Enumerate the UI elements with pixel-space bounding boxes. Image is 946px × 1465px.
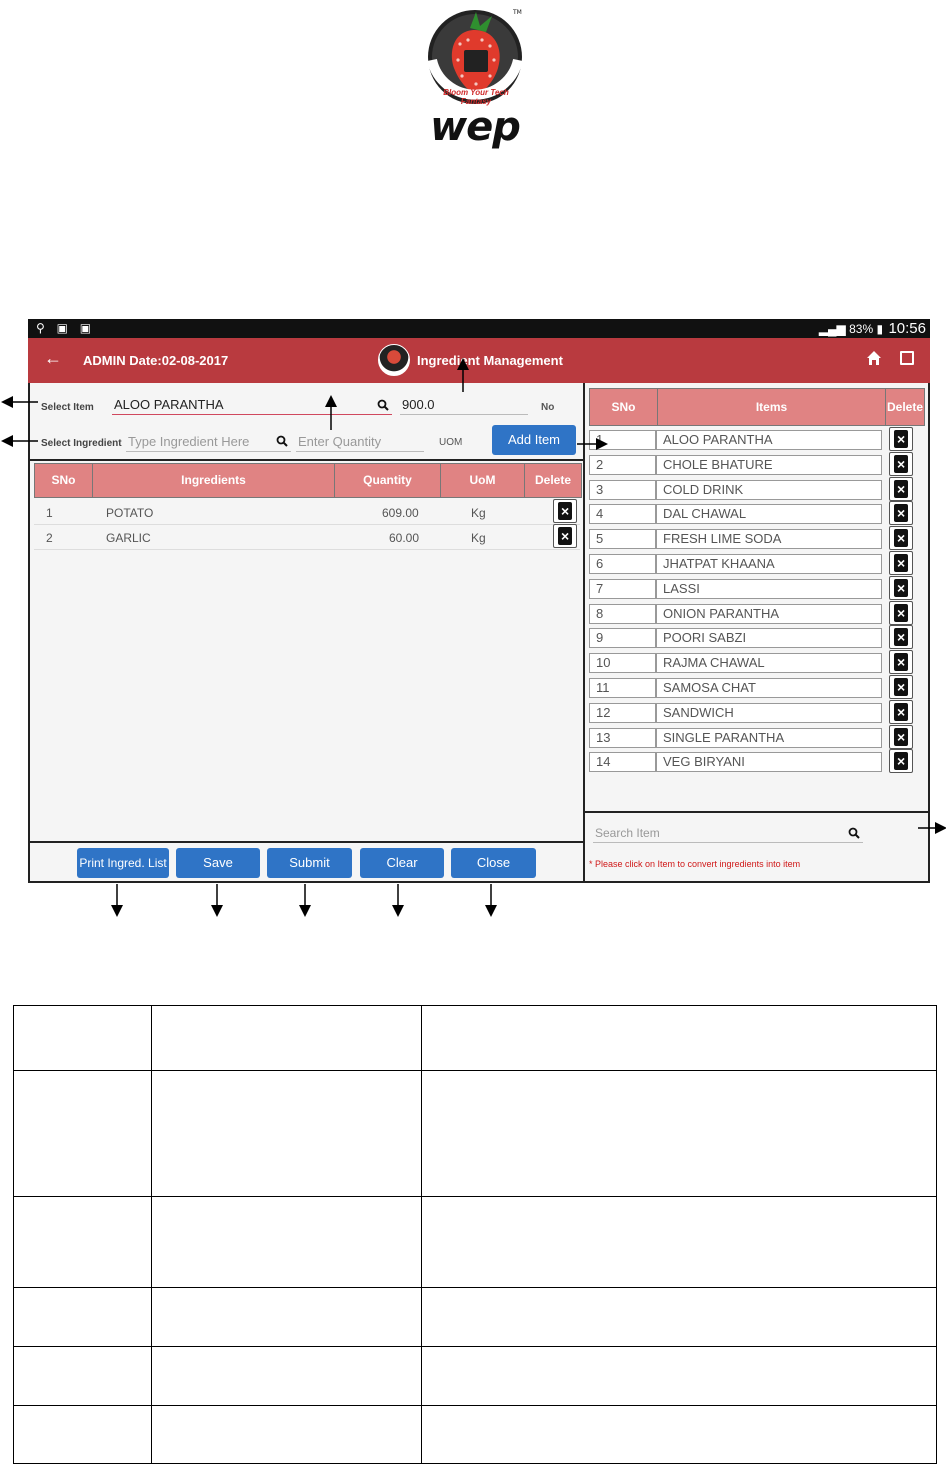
- status-icons: ⚲ ▣ ▣: [36, 321, 96, 335]
- row-uom: Kg: [471, 531, 486, 545]
- row-quantity: 60.00: [389, 531, 420, 545]
- logo-tagline: Bloom Your Tech Fantasy: [443, 88, 509, 106]
- submit-button[interactable]: Submit: [267, 848, 352, 878]
- col-quantity: Quantity: [335, 464, 441, 497]
- back-arrow-icon[interactable]: ←: [44, 348, 62, 368]
- item-sno: 5: [589, 529, 656, 549]
- item-sno: 11: [589, 678, 656, 698]
- item-name: SANDWICH: [656, 703, 882, 723]
- signal-icon: ▂▄▆: [818, 322, 846, 336]
- item-sno: 3: [589, 480, 656, 500]
- add-item-button[interactable]: Add Item: [492, 425, 576, 455]
- page-title: Ingredient Management: [417, 353, 563, 368]
- item-sno: 2: [589, 455, 656, 475]
- item-sno: 12: [589, 703, 656, 723]
- row-ingredient: GARLIC: [106, 531, 151, 545]
- item-name: FRESH LIME SODA: [656, 529, 882, 549]
- admin-date: ADMIN Date:02-08-2017: [83, 353, 229, 368]
- instruction-note: * Please click on Item to convert ingredients into item: [589, 859, 801, 869]
- item-name: DAL CHAWAL: [656, 504, 882, 524]
- select-ingredient-label: Select Ingredient: [41, 438, 122, 449]
- table-row: [14, 1288, 937, 1347]
- logo-wordmark: wep: [430, 104, 520, 150]
- row-uom: Kg: [471, 506, 486, 520]
- item-name: CHOLE BHATURE: [656, 455, 882, 475]
- close-button[interactable]: Close: [451, 848, 536, 878]
- row-quantity: 609.00: [382, 506, 419, 520]
- table-row: [14, 1347, 937, 1406]
- description-table: [13, 1005, 937, 1464]
- unit-label: No: [541, 402, 555, 413]
- item-name: JHATPAT KHAANA: [656, 554, 882, 574]
- item-sno: 10: [589, 653, 656, 673]
- select-item-label: Select Item: [41, 402, 94, 413]
- item-sno: 1: [589, 430, 656, 450]
- table-row: [14, 1071, 937, 1197]
- col-sno: SNo: [590, 389, 658, 425]
- item-name: VEG BIRYANI: [656, 752, 882, 772]
- battery-level: 83%: [849, 322, 874, 336]
- item-name: COLD DRINK: [656, 480, 882, 500]
- row-sno: 1: [46, 506, 53, 520]
- uom-label: UOM: [439, 437, 463, 448]
- row-ingredient: POTATO: [106, 506, 154, 520]
- item-sno: 4: [589, 504, 656, 524]
- col-delete: Delete: [886, 400, 924, 414]
- col-uom: UoM: [441, 464, 525, 497]
- svg-text:TM: TM: [513, 9, 522, 16]
- item-name: SAMOSA CHAT: [656, 678, 882, 698]
- col-sno: SNo: [35, 464, 93, 497]
- item-name: ONION PARANTHA: [656, 604, 882, 624]
- col-items: Items: [658, 389, 886, 425]
- battery-icon: ▮: [876, 322, 884, 336]
- item-name: POORI SABZI: [656, 628, 882, 648]
- print-list-button[interactable]: Print Ingred. List: [77, 848, 169, 878]
- table-row: [14, 1406, 937, 1464]
- item-name: SINGLE PARANTHA: [656, 728, 882, 748]
- col-ingredients: Ingredients: [93, 464, 335, 497]
- item-sno: 14: [589, 752, 656, 772]
- table-row: [14, 1006, 937, 1071]
- item-sno: 9: [589, 628, 656, 648]
- col-delete: Delete: [534, 473, 572, 487]
- clock: 10:56: [888, 320, 926, 337]
- item-name: RAJMA CHAWAL: [656, 653, 882, 673]
- item-sno: 7: [589, 579, 656, 599]
- save-button[interactable]: Save: [176, 848, 260, 878]
- item-sno: 6: [589, 554, 656, 574]
- table-row: [14, 1197, 937, 1288]
- item-name: LASSI: [656, 579, 882, 599]
- item-sno: 8: [589, 604, 656, 624]
- row-sno: 2: [46, 531, 53, 545]
- item-name: ALOO PARANTHA: [656, 430, 882, 450]
- clear-button[interactable]: Clear: [360, 848, 444, 878]
- item-sno: 13: [589, 728, 656, 748]
